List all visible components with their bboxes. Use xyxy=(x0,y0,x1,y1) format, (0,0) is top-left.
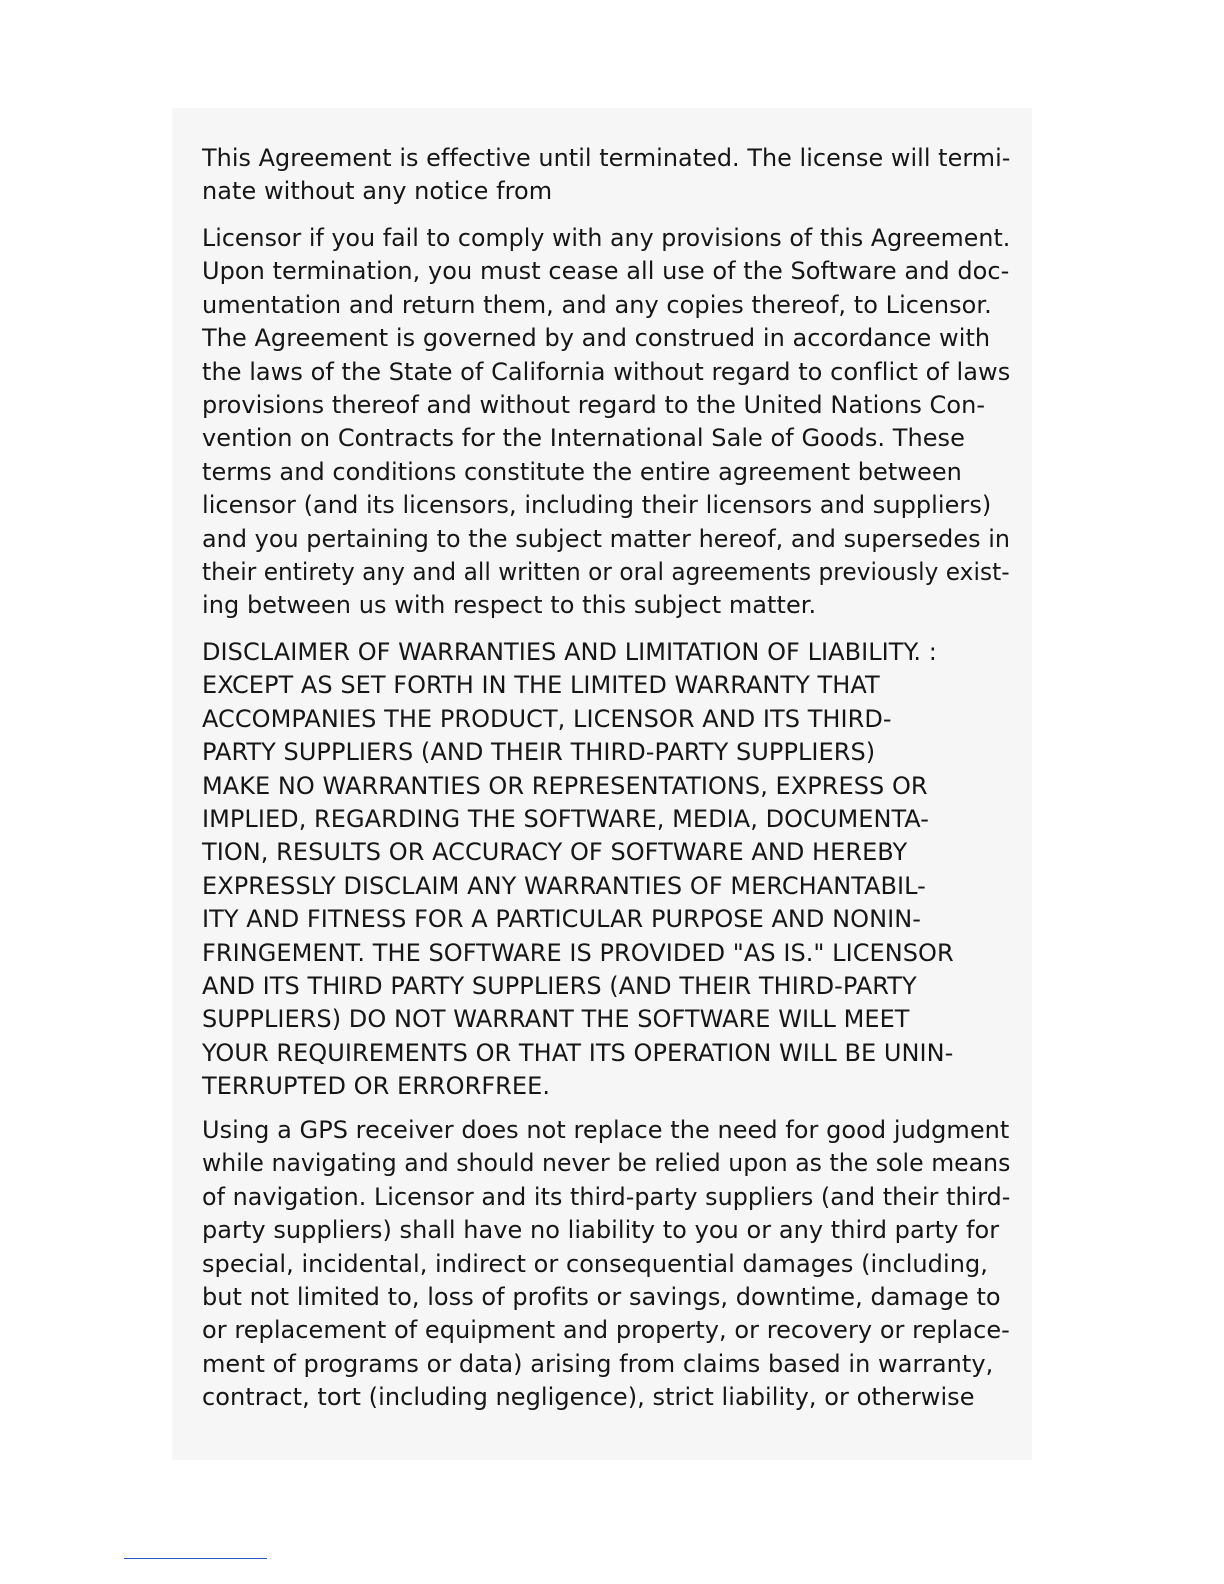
text-line: YOUR REQUIREMENTS OR THAT ITS OPERATION WILL BE UNIN- xyxy=(202,1038,954,1067)
text-line: AND ITS THIRD PARTY SUPPLIERS (AND THEIR THIRD-PARTY xyxy=(202,972,917,1001)
text-line: terms and conditions constitute the entire agreement between xyxy=(202,457,962,486)
text-line: while navigating and should never be relied upon as the sole means xyxy=(202,1149,1011,1178)
text-line: and you pertaining to the subject matter hereof, and supersedes in xyxy=(202,524,1011,553)
text-line: EXCEPT AS SET FORTH IN THE LIMITED WARRANTY THAT xyxy=(202,671,880,700)
text-line: ACCOMPANIES THE PRODUCT, LICENSOR AND ITS THIRD- xyxy=(202,704,892,733)
text-line: provisions thereof and without regard to the United Nations Con- xyxy=(202,391,986,420)
text-line: Licensor if you fail to comply with any provisions of this Agreement. xyxy=(202,224,1011,252)
text-line: nate without any notice from xyxy=(202,177,553,206)
text-line: PARTY SUPPLIERS (AND THEIR THIRD-PARTY SUPPLIERS) xyxy=(202,738,876,767)
text-line: ment of programs or data) arising from claims based in warranty, xyxy=(202,1349,994,1378)
footnote-divider xyxy=(124,1558,267,1559)
paragraph-gps-liability xyxy=(202,1114,1010,1415)
text-line: DISCLAIMER OF WARRANTIES AND LIMITATION OF LIABILITY. : xyxy=(202,638,937,666)
text-line: umentation and return them, and any copies thereof, to Licensor. xyxy=(202,290,992,319)
text-line: SUPPLIERS) DO NOT WARRANT THE SOFTWARE WILL MEET xyxy=(202,1005,910,1034)
text-line: party suppliers) shall have no liability to you or any third party for xyxy=(202,1216,1000,1245)
text-line: ITY AND FITNESS FOR A PARTICULAR PURPOSE AND NONIN- xyxy=(202,905,921,934)
text-line: their entirety any and all written or oral agreements previously exist- xyxy=(202,558,1010,587)
text-line: The Agreement is governed by and construed in accordance with xyxy=(202,324,991,353)
text-line: Upon termination, you must cease all use of the Software and doc- xyxy=(202,257,1010,286)
paragraph-termination xyxy=(202,142,1010,209)
text-line: contract, tort (including negligence), strict liability, or otherwise xyxy=(202,1383,975,1412)
text-line: MAKE NO WARRANTIES OR REPRESENTATIONS, EXPRESS OR xyxy=(202,771,928,800)
text-line: Using a GPS receiver does not replace the need for good judgment xyxy=(202,1116,1010,1144)
text-line: ing between us with respect to this subject matter. xyxy=(202,591,817,620)
paragraph-disclaimer xyxy=(202,636,1010,1104)
text-line: IMPLIED, REGARDING THE SOFTWARE, MEDIA, DOCUMENTA- xyxy=(202,805,929,834)
text-line: FRINGEMENT. THE SOFTWARE IS PROVIDED "AS IS." LICENSOR xyxy=(202,938,954,967)
text-line: TION, RESULTS OR ACCURACY OF SOFTWARE AND HEREBY xyxy=(202,838,908,867)
text-line: vention on Contracts for the International Sale of Goods. These xyxy=(202,424,965,453)
paragraph-governing-law xyxy=(202,222,1010,623)
text-line: of navigation. Licensor and its third-party suppliers (and their third- xyxy=(202,1182,1011,1211)
text-line: licensor (and its licensors, including their licensors and suppliers) xyxy=(202,491,992,520)
text-line: This Agreement is effective until terminated. The license will termi- xyxy=(202,144,1011,172)
text-line: or replacement of equipment and property, or recovery or replace- xyxy=(202,1316,1010,1345)
text-line: TERRUPTED OR ERRORFREE. xyxy=(202,1072,551,1101)
text-line: the laws of the State of California without regard to conflict of laws xyxy=(202,357,1011,386)
text-line: special, incidental, indirect or consequential damages (including, xyxy=(202,1249,988,1278)
text-line: but not limited to, loss of profits or savings, downtime, damage to xyxy=(202,1283,1001,1312)
text-line: EXPRESSLY DISCLAIM ANY WARRANTIES OF MERCHANTABIL- xyxy=(202,871,926,900)
